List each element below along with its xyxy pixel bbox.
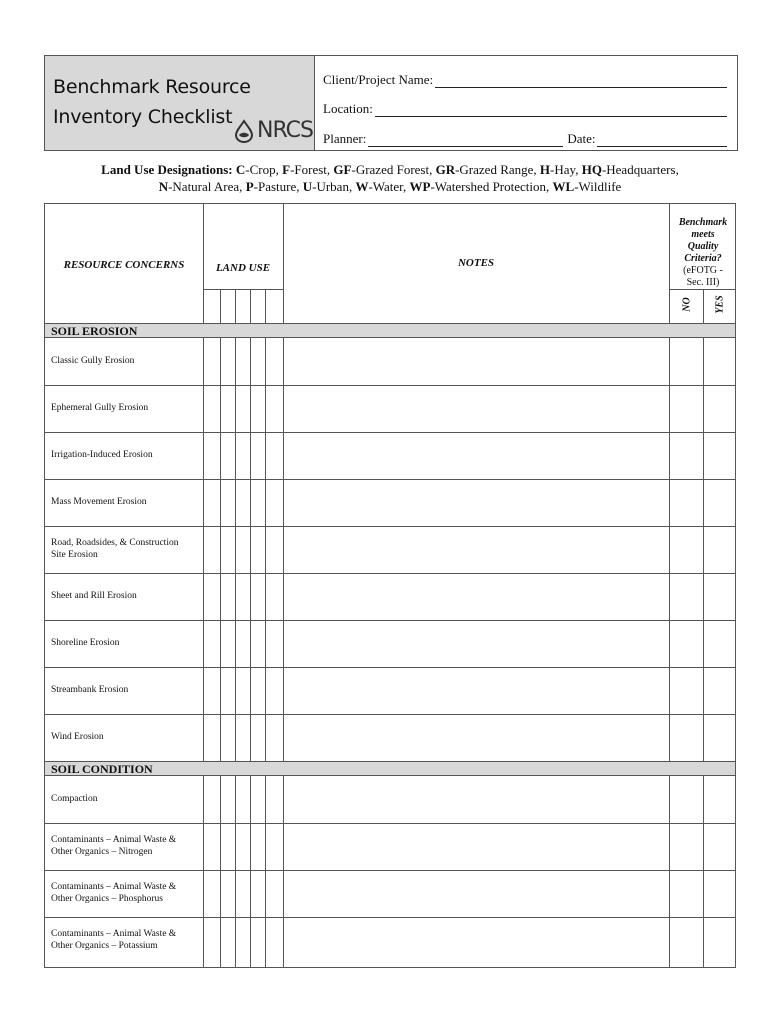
planner-label: Planner: (323, 131, 367, 146)
resource-concern-label (51, 793, 201, 805)
yes-checkbox-cell[interactable] (703, 620, 735, 667)
row-label-line-1: Classic Gully Erosion (51, 356, 135, 366)
designation-name: -Wildlife (574, 179, 622, 194)
section-header: SOIL EROSION (45, 323, 735, 338)
client-project-field[interactable] (323, 72, 727, 88)
benchmark-line-6: Sec. III) (686, 277, 720, 288)
no-checkbox-cell[interactable] (669, 526, 703, 573)
no-checkbox-cell[interactable] (669, 714, 703, 761)
designation-code: U (302, 179, 313, 194)
title-box (45, 56, 315, 150)
row-label-line-1: Contaminants – Animal Waste & (51, 835, 177, 845)
notes-cell[interactable] (283, 667, 669, 714)
checklist-table (44, 203, 736, 968)
land-use-subcol-divider (265, 289, 266, 967)
nrcs-logo (233, 119, 313, 143)
header-fields (315, 56, 737, 150)
notes-cell[interactable] (283, 479, 669, 526)
resource-concern-label (51, 731, 201, 743)
row-label-line-1: Ephemeral Gully Erosion (51, 403, 149, 413)
designations-line-1-items (236, 162, 679, 177)
logo-text: NRCS (257, 118, 313, 143)
row-label-line-1: Streambank Erosion (51, 685, 129, 695)
col-header-land-use: LAND USE (215, 262, 271, 274)
notes-cell[interactable] (283, 620, 669, 667)
land-use-subcol-divider (220, 289, 221, 967)
title-line-1: Benchmark Resource (53, 76, 251, 98)
no-checkbox-cell[interactable] (669, 338, 703, 385)
designation-code: C (235, 162, 246, 177)
designation-name: -Grazed Forest, (351, 162, 436, 177)
col-header-benchmark (670, 217, 736, 289)
land-use-designations (44, 161, 736, 195)
yes-checkbox-cell[interactable] (703, 385, 735, 432)
designation-name: -Grazed Range, (455, 162, 540, 177)
row-label-line-2: Other Organics – Nitrogen (51, 847, 153, 857)
row-label-line-2: Other Organics – Potassium (51, 941, 158, 951)
yes-checkbox-cell[interactable] (703, 526, 735, 573)
yes-checkbox-cell[interactable] (703, 479, 735, 526)
designation-code: W (355, 179, 369, 194)
notes-cell[interactable] (283, 714, 669, 761)
notes-cell[interactable] (283, 432, 669, 479)
notes-cell[interactable] (283, 823, 669, 870)
row-label-line-2: Other Organics – Phosphorus (51, 894, 163, 904)
row-label-line-1: Wind Erosion (51, 732, 104, 742)
date-input-line[interactable] (597, 134, 727, 147)
no-checkbox-cell[interactable] (669, 385, 703, 432)
designation-code: N (158, 179, 169, 194)
client-project-input-line[interactable] (435, 75, 727, 88)
yes-checkbox-cell[interactable] (703, 870, 735, 917)
row-label-line-1: Road, Roadsides, & Construction (51, 538, 179, 548)
no-checkbox-cell[interactable] (669, 917, 703, 964)
designation-name: -Forest, (290, 162, 334, 177)
resource-concern-label (51, 590, 201, 602)
designation-name: -Headquarters, (601, 162, 679, 177)
resource-concern-label (51, 537, 201, 561)
resource-concern-label (51, 834, 201, 858)
designation-code: GF (333, 162, 352, 177)
designation-code: GR (435, 162, 456, 177)
no-checkbox-cell[interactable] (669, 823, 703, 870)
designation-name: -Pasture, (253, 179, 303, 194)
notes-cell[interactable] (283, 776, 669, 823)
col-header-notes: NOTES (457, 257, 495, 269)
row-label-line-1: Shoreline Erosion (51, 638, 120, 648)
no-checkbox-cell[interactable] (669, 432, 703, 479)
notes-cell[interactable] (283, 526, 669, 573)
no-checkbox-cell[interactable] (669, 667, 703, 714)
notes-cell[interactable] (283, 917, 669, 964)
designation-name: -Crop, (245, 162, 283, 177)
yes-checkbox-cell[interactable] (703, 776, 735, 823)
designations-prefix: Land Use Designations: (101, 162, 233, 177)
row-label-line-1: Compaction (51, 794, 98, 804)
col-divider (203, 204, 204, 967)
resource-concern-label (51, 449, 201, 461)
row-label-line-1: Sheet and Rill Erosion (51, 591, 137, 601)
land-use-subcol-divider (235, 289, 236, 967)
row-label-line-1: Irrigation-Induced Erosion (51, 450, 153, 460)
land-use-subcol-divider (250, 289, 251, 967)
form-header (44, 55, 738, 151)
notes-cell[interactable] (283, 338, 669, 385)
yes-checkbox-cell[interactable] (703, 573, 735, 620)
designation-name: -Urban, (312, 179, 356, 194)
designation-code: WL (552, 179, 575, 194)
yes-checkbox-cell[interactable] (703, 714, 735, 761)
col-header-yes: YES (714, 295, 726, 314)
date-label: Date: (567, 131, 596, 146)
row-label-line-1: Contaminants – Animal Waste & (51, 882, 177, 892)
form-title (53, 72, 251, 132)
designation-name: -Watershed Protection, (430, 179, 553, 194)
water-drop-icon (233, 119, 255, 143)
designation-code: HQ (581, 162, 602, 177)
resource-concern-label (51, 355, 201, 367)
designation-code: H (539, 162, 551, 177)
yes-no-subheader-line (669, 289, 735, 290)
benchmark-line-4: Criteria? (684, 253, 722, 264)
no-checkbox-cell[interactable] (669, 870, 703, 917)
resource-concern-label (51, 496, 201, 508)
client-project-label: Client/Project Name: (323, 72, 434, 87)
notes-cell[interactable] (283, 573, 669, 620)
location-field[interactable] (323, 101, 727, 117)
designation-code: P (245, 179, 254, 194)
row-label-line-1: Mass Movement Erosion (51, 497, 147, 507)
location-input-line[interactable] (375, 104, 727, 117)
benchmark-line-3: Quality (687, 241, 719, 252)
notes-cell[interactable] (283, 870, 669, 917)
planner-input-line[interactable] (368, 134, 563, 147)
no-checkbox-cell[interactable] (669, 573, 703, 620)
resource-concern-label (51, 684, 201, 696)
yes-checkbox-cell[interactable] (703, 917, 735, 964)
land-use-subheader-line (203, 289, 283, 290)
col-header-resource-concerns: RESOURCE CONCERNS (63, 259, 185, 271)
designation-code: WP (409, 179, 431, 194)
notes-cell[interactable] (283, 385, 669, 432)
no-checkbox-cell[interactable] (669, 620, 703, 667)
row-label-line-1: Contaminants – Animal Waste & (51, 929, 177, 939)
designation-name: -Natural Area, (168, 179, 246, 194)
planner-date-field[interactable] (323, 131, 727, 147)
yes-checkbox-cell[interactable] (703, 338, 735, 385)
col-header-no: NO (681, 297, 693, 312)
title-line-2: Inventory Checklist (53, 106, 233, 128)
designation-name: -Water, (368, 179, 410, 194)
resource-concern-label (51, 637, 201, 649)
resource-concern-label (51, 881, 201, 905)
resource-concern-label (51, 402, 201, 414)
resource-concern-label (51, 928, 201, 952)
yes-checkbox-cell[interactable] (703, 667, 735, 714)
location-label: Location: (323, 101, 373, 116)
benchmark-line-5: (eFOTG - (683, 265, 723, 276)
row-label-line-2: Site Erosion (51, 550, 98, 560)
designations-line-1 (44, 161, 736, 178)
yes-checkbox-cell[interactable] (703, 432, 735, 479)
section-header: SOIL CONDITION (45, 761, 735, 776)
designation-name: -Hay, (550, 162, 582, 177)
designation-code: F (282, 162, 291, 177)
yes-checkbox-cell[interactable] (703, 823, 735, 870)
benchmark-line-2: meets (691, 229, 715, 240)
no-checkbox-cell[interactable] (669, 479, 703, 526)
benchmark-line-1: Benchmark (678, 217, 728, 228)
no-checkbox-cell[interactable] (669, 776, 703, 823)
designations-line-2 (44, 178, 736, 195)
